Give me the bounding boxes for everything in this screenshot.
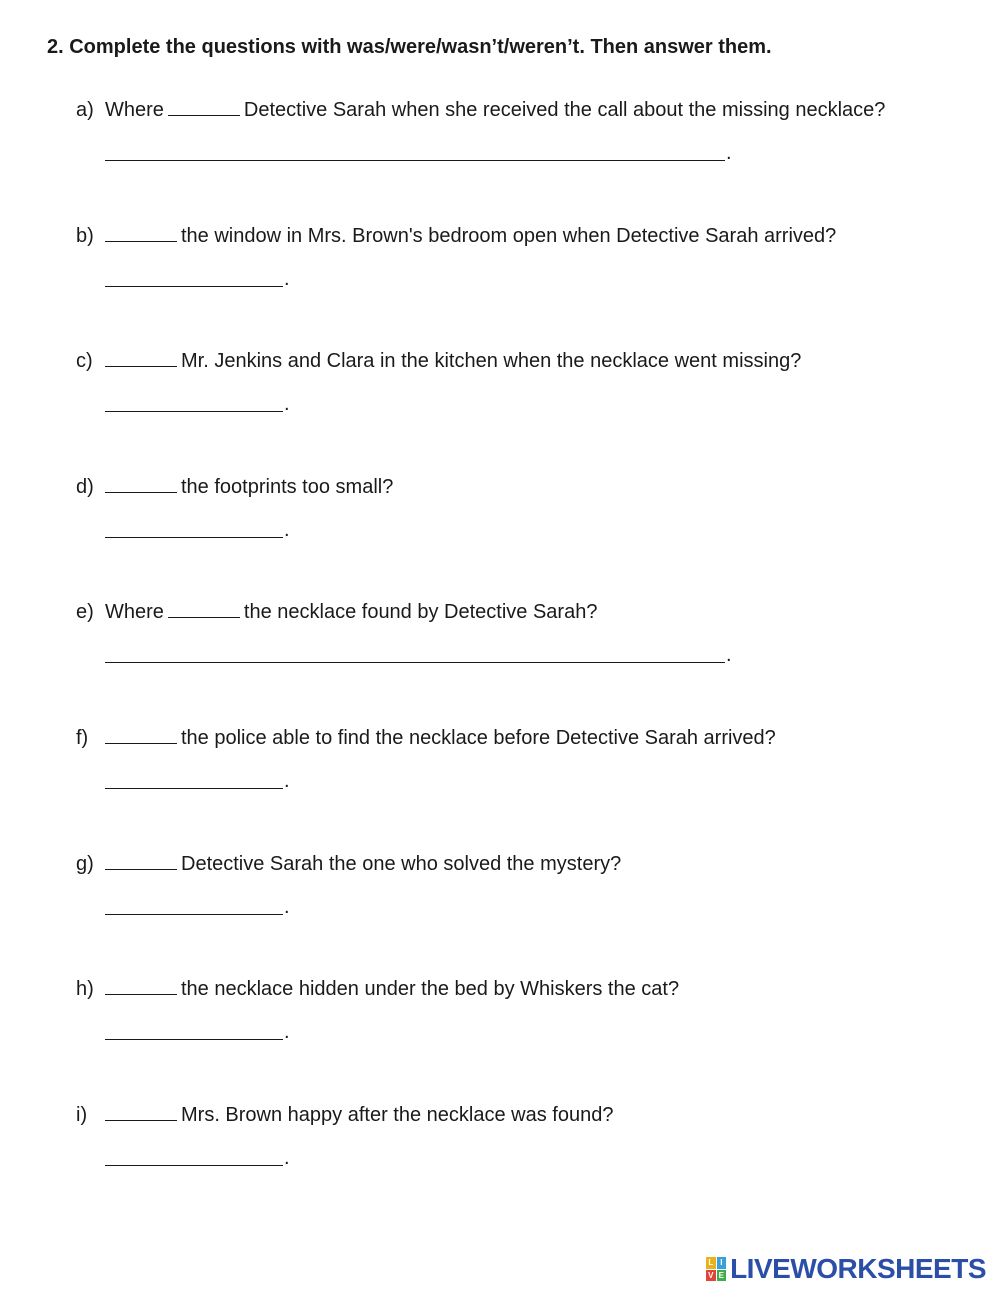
question-text: Mr. Jenkins and Clara in the kitchen when the necklace went missing? (181, 350, 802, 372)
question-text: the footprints too small? (181, 476, 394, 498)
question-letter: d) (76, 476, 94, 498)
answer-period: . (726, 142, 732, 164)
answer-field[interactable] (105, 141, 735, 164)
question-letter: h) (76, 978, 94, 1000)
answer-line (105, 411, 283, 412)
answer-line (105, 537, 283, 538)
answer-line (105, 286, 283, 287)
fill-in-blank[interactable] (105, 976, 177, 995)
question-text: Detective Sarah the one who solved the mystery? (181, 853, 622, 875)
logo-mark-tile: E (717, 1270, 727, 1282)
question-item (76, 976, 679, 1002)
fill-in-blank[interactable] (105, 223, 177, 242)
fill-in-blank[interactable] (168, 97, 240, 116)
question-item (76, 97, 885, 123)
question-text: Mrs. Brown happy after the necklace was found? (181, 1104, 614, 1126)
question-item (76, 223, 836, 249)
answer-period: . (284, 1021, 290, 1043)
question-letter: f) (76, 727, 89, 749)
answer-period: . (284, 770, 290, 792)
answer-field[interactable] (105, 1146, 293, 1169)
answer-field[interactable] (105, 1020, 293, 1043)
answer-period: . (284, 393, 290, 415)
question-letter: i) (76, 1104, 88, 1126)
answer-line (105, 1039, 283, 1040)
question-text: the necklace found by Detective Sarah? (243, 601, 598, 623)
question-letter: e) (76, 601, 94, 623)
question-item (76, 348, 801, 374)
question-prefix: Where (105, 601, 164, 623)
question-item (76, 1102, 613, 1128)
answer-field[interactable] (105, 769, 293, 792)
question-text: Detective Sarah when she received the call about the missing necklace? (243, 99, 886, 121)
answer-field[interactable] (105, 267, 293, 290)
fill-in-blank[interactable] (105, 1102, 177, 1121)
fill-in-blank[interactable] (105, 725, 177, 744)
question-item (76, 725, 776, 751)
answer-field[interactable] (105, 518, 293, 541)
answer-line (105, 788, 283, 789)
answer-period: . (284, 519, 290, 541)
answer-field[interactable] (105, 643, 735, 666)
logo-mark-tile: V (706, 1270, 716, 1282)
answer-period: . (726, 644, 732, 666)
question-text: the window in Mrs. Brown's bedroom open when Detective Sarah arrived? (181, 225, 837, 247)
liveworksheets-logo (706, 1252, 986, 1286)
fill-in-blank[interactable] (105, 348, 177, 367)
answer-line (105, 1165, 283, 1166)
question-item (76, 851, 621, 877)
logo-mark-tile: L (706, 1257, 716, 1269)
page-title: 2. Complete the questions with was/were/wasn’t/weren’t. Then answer them. (47, 36, 772, 58)
question-item (76, 474, 393, 500)
question-letter: g) (76, 853, 94, 875)
question-letter: a) (76, 99, 94, 121)
logo-mark-icon (706, 1257, 726, 1281)
answer-field[interactable] (105, 392, 293, 415)
answer-line (105, 160, 725, 161)
answer-period: . (284, 268, 290, 290)
question-text: the necklace hidden under the bed by Whiskers the cat? (181, 978, 680, 1000)
fill-in-blank[interactable] (168, 599, 240, 618)
question-prefix: Where (105, 99, 164, 121)
logo-text: LIVEWORKSHEETS (730, 1253, 986, 1284)
answer-field[interactable] (105, 895, 293, 918)
answer-period: . (284, 896, 290, 918)
answer-line (105, 914, 283, 915)
question-letter: b) (76, 225, 94, 247)
answer-line (105, 662, 725, 663)
answer-period: . (284, 1147, 290, 1169)
question-letter: c) (76, 350, 93, 372)
logo-mark-tile: I (717, 1257, 727, 1269)
question-item (76, 599, 597, 625)
fill-in-blank[interactable] (105, 851, 177, 870)
fill-in-blank[interactable] (105, 474, 177, 493)
question-text: the police able to find the necklace before Detective Sarah arrived? (181, 727, 776, 749)
